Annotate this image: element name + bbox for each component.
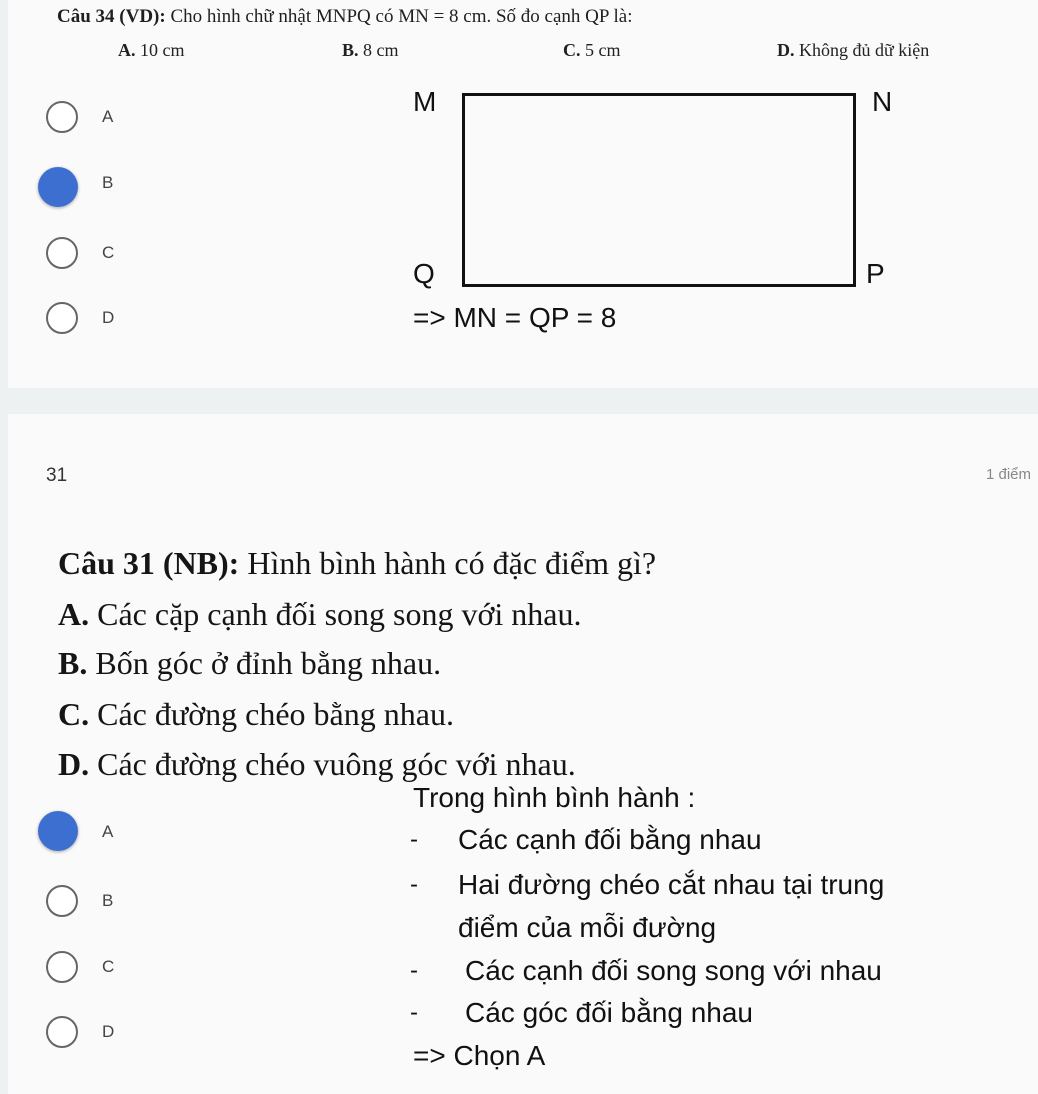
q34-option-c-text: 5 cm [580,40,621,60]
q34-radio-b-label: B [102,173,114,192]
q34-option-b-key: B. [342,40,359,60]
q34-radio-d[interactable] [46,302,78,334]
q31-radio-c-label: C [102,957,115,976]
q31-option-c-text: Các đường chéo bằng nhau. [89,696,454,732]
explanation-bullet-3: Các cạnh đối song song với nhau [465,955,882,986]
question-34-title [57,6,633,28]
points-label: 1 điểm [986,466,1032,483]
bullet-dash: - [410,826,418,853]
vertex-q-label: Q [413,258,435,289]
q31-option-b-key: B. [58,645,88,681]
q34-option-c-key: C. [563,40,581,60]
q31-radio-a[interactable] [38,811,78,851]
rectangle-mnpq [462,93,856,287]
vertex-p-label: P [866,258,885,289]
bullet-dash: - [410,957,418,984]
explanation-bullet-4: Các góc đối bằng nhau [465,997,753,1028]
q31-option-c-key: C. [58,696,90,732]
q34-radio-a-label: A [102,107,114,126]
q31-option-b [58,645,441,682]
q34-radio-b[interactable] [38,167,78,207]
question-number: 31 [46,465,68,486]
q31-radio-d-label: D [102,1022,115,1041]
q31-radio-c[interactable] [46,951,78,983]
q31-option-a-key: A. [58,596,90,632]
bullet-dash: - [410,999,418,1026]
q34-radio-d-label: D [102,308,115,327]
bullet-dash: - [410,871,418,898]
question-34-title-text: Cho hình chữ nhật MNPQ có MN = 8 cm. Số đo cạnh QP là: [165,6,633,27]
q31-option-d [58,746,576,783]
q34-option-b [342,40,399,61]
q31-option-a-text: Các cặp cạnh đối song song với nhau. [89,596,582,632]
q31-radio-b[interactable] [46,885,78,917]
q34-option-d-text: Không đủ dữ kiện [794,40,930,60]
explanation-bullet-2-cont: điểm của mỗi đường [458,912,717,943]
explanation-bullet-2: Hai đường chéo cắt nhau tại trung [458,869,885,900]
q31-option-a [58,596,581,633]
question-34-title-label: Câu 34 (VD): [57,6,166,27]
q31-radio-b-label: B [102,891,114,910]
q34-option-c [563,40,621,61]
q34-radio-c[interactable] [46,237,78,269]
q34-answer-note: => MN = QP = 8 [413,302,617,333]
q34-option-d [777,40,929,61]
q34-option-a-key: A. [118,40,136,60]
q34-option-a [118,40,185,61]
explanation-bullet-1: Các cạnh đối bằng nhau [458,824,762,855]
q31-radio-d[interactable] [46,1016,78,1048]
vertex-m-label: M [413,86,437,117]
explanation-conclusion: => Chọn A [413,1040,546,1071]
question-31-title-text: Hình bình hành có đặc điểm gì? [239,545,657,581]
q31-radio-a-label: A [102,822,114,841]
q34-option-b-text: 8 cm [358,40,399,60]
vertex-n-label: N [872,86,893,117]
q31-option-d-text: Các đường chéo vuông góc với nhau. [89,746,576,782]
q34-radio-a[interactable] [46,101,78,133]
explanation-heading: Trong hình bình hành : [413,782,696,813]
question-31-title-label: Câu 31 (NB): [58,545,240,581]
q31-option-b-text: Bốn góc ở đỉnh bằng nhau. [87,645,442,681]
q34-option-a-text: 10 cm [135,40,185,60]
q31-option-c [58,696,454,733]
q31-option-d-key: D. [58,746,90,782]
question-31-title [58,545,656,582]
q34-radio-c-label: C [102,243,115,262]
q34-option-d-key: D. [777,40,795,60]
